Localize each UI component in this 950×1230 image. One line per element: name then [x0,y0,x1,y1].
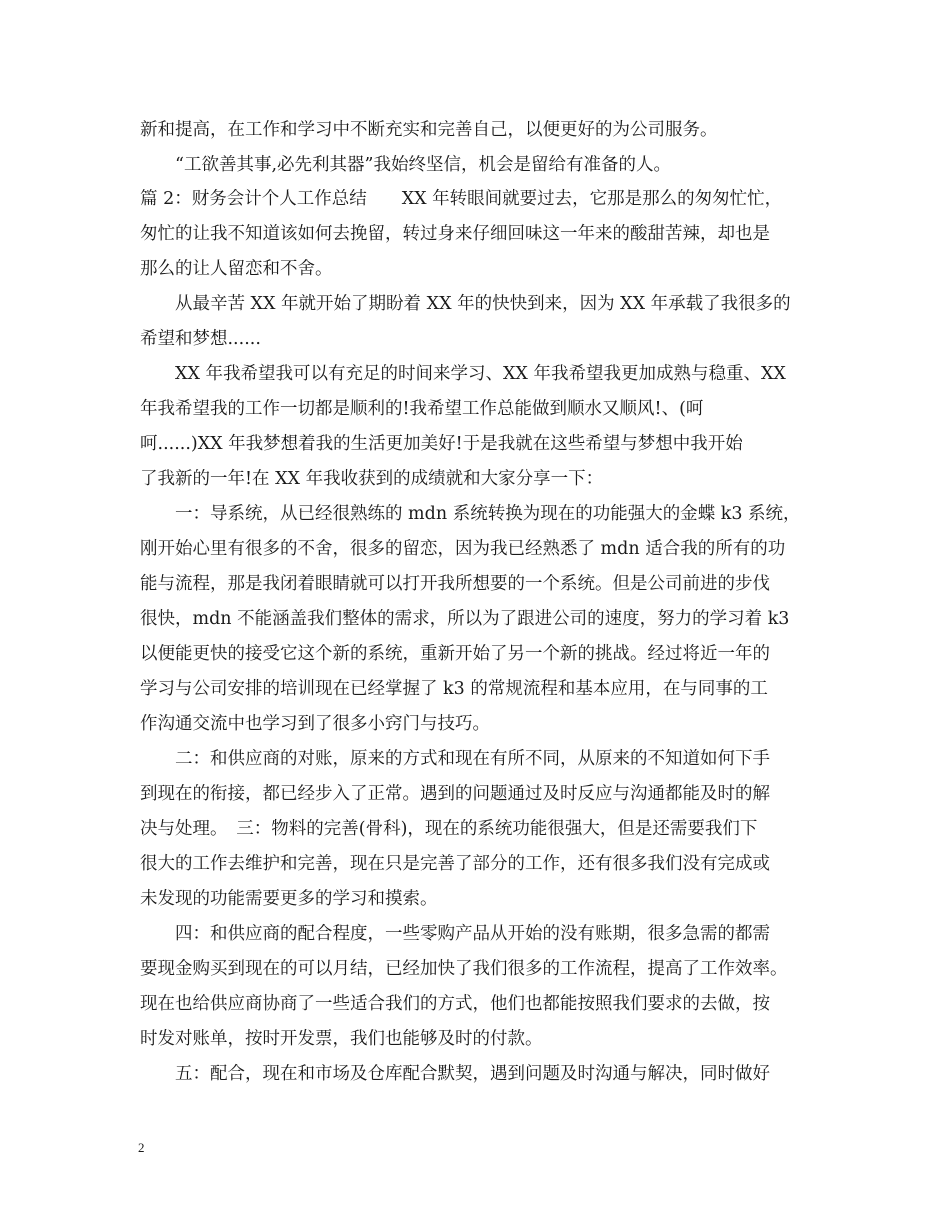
text-line: 五：配合，现在和市场及仓库配合默契，遇到问题及时沟通与解决，同时做好 [175,1064,770,1084]
text-line: 从最辛苦 XX 年就开始了期盼着 XX 年的快快到来，因为 XX 年承载了我很多的 [175,294,791,314]
text-line: 能与流程，那是我闭着眼睛就可以打开我所想要的一个系统。但是公司前进的步伐 [140,574,770,594]
text-line: 呵......)XX 年我梦想着我的生活更加美好!于是我就在这些希望与梦想中我开始 [140,434,743,454]
text-line: 那么的让人留恋和不舍。 [140,259,333,279]
text-line: 以便能更快的接受它这个新的系统，重新开始了另一个新的挑战。经过将近一年的 [140,644,770,664]
text-line: 年我希望我的工作一切都是顺利的!我希望工作总能做到顺水又顺风!、(呵 [140,399,704,419]
text-line: 希望和梦想...... [140,329,261,349]
text-line: 时发对账单，按时开发票，我们也能够及时的付款。 [140,1029,543,1049]
text-line: 要现金购买到现在的可以月结，已经加快了我们很多的工作流程，提高了工作效率。 [140,959,788,979]
text-line: 了我新的一年!在 XX 年我收获到的成绩就和大家分享一下： [140,469,604,489]
text-line: XX 年我希望我可以有充足的时间来学习、XX 年我希望我更加成熟与稳重、XX [175,364,786,384]
text-line: 现在也给供应商协商了一些适合我们的方式，他们也都能按照我们要求的去做，按 [140,994,770,1014]
text-line: 篇 2：财务会计个人工作总结 XX 年转眼间就要过去，它那是那么的匆匆忙忙， [140,189,783,209]
text-line: 很快，mdn 不能涵盖我们整体的需求，所以为了跟进公司的速度，努力的学习着 k3 [140,609,790,629]
text-line: “工欲善其事,必先利其器”我始终坚信，机会是留给有准备的人。 [175,155,671,175]
text-line: 新和提高，在工作和学习中不断充实和完善自己，以便更好的为公司服务。 [140,120,718,140]
text-line: 决与处理。 三：物料的完善(骨科)，现在的系统功能很强大，但是还需要我们下 [140,819,758,839]
page-number: 2 [138,1140,145,1155]
text-line: 刚开始心里有很多的不舍，很多的留恋，因为我已经熟悉了 mdn 适合我的所有的功 [140,539,786,559]
text-line: 学习与公司安排的培训现在已经掌握了 k3 的常规流程和基本应用，在与同事的工 [140,679,768,699]
text-line: 作沟通交流中也学习到了很多小窍门与技巧。 [140,714,490,734]
text-line: 一：导系统，从已经很熟练的 mdn 系统转换为现在的功能强大的金蝶 k3 系统， [175,504,801,524]
text-line: 匆忙的让我不知道该如何去挽留，转过身来仔细回味这一年来的酸甜苦辣，却也是 [140,224,770,244]
text-line: 很大的工作去维护和完善，现在只是完善了部分的工作，还有很多我们没有完成或 [140,854,770,874]
text-line: 二：和供应商的对账，原来的方式和现在有所不同，从原来的不知道如何下手 [175,749,770,769]
text-line: 到现在的衔接，都已经步入了正常。遇到的问题通过及时反应与沟通都能及时的解 [140,784,770,804]
text-line: 未发现的功能需要更多的学习和摸索。 [140,889,438,909]
text-line: 四：和供应商的配合程度，一些零购产品从开始的没有账期，很多急需的都需 [175,924,770,944]
